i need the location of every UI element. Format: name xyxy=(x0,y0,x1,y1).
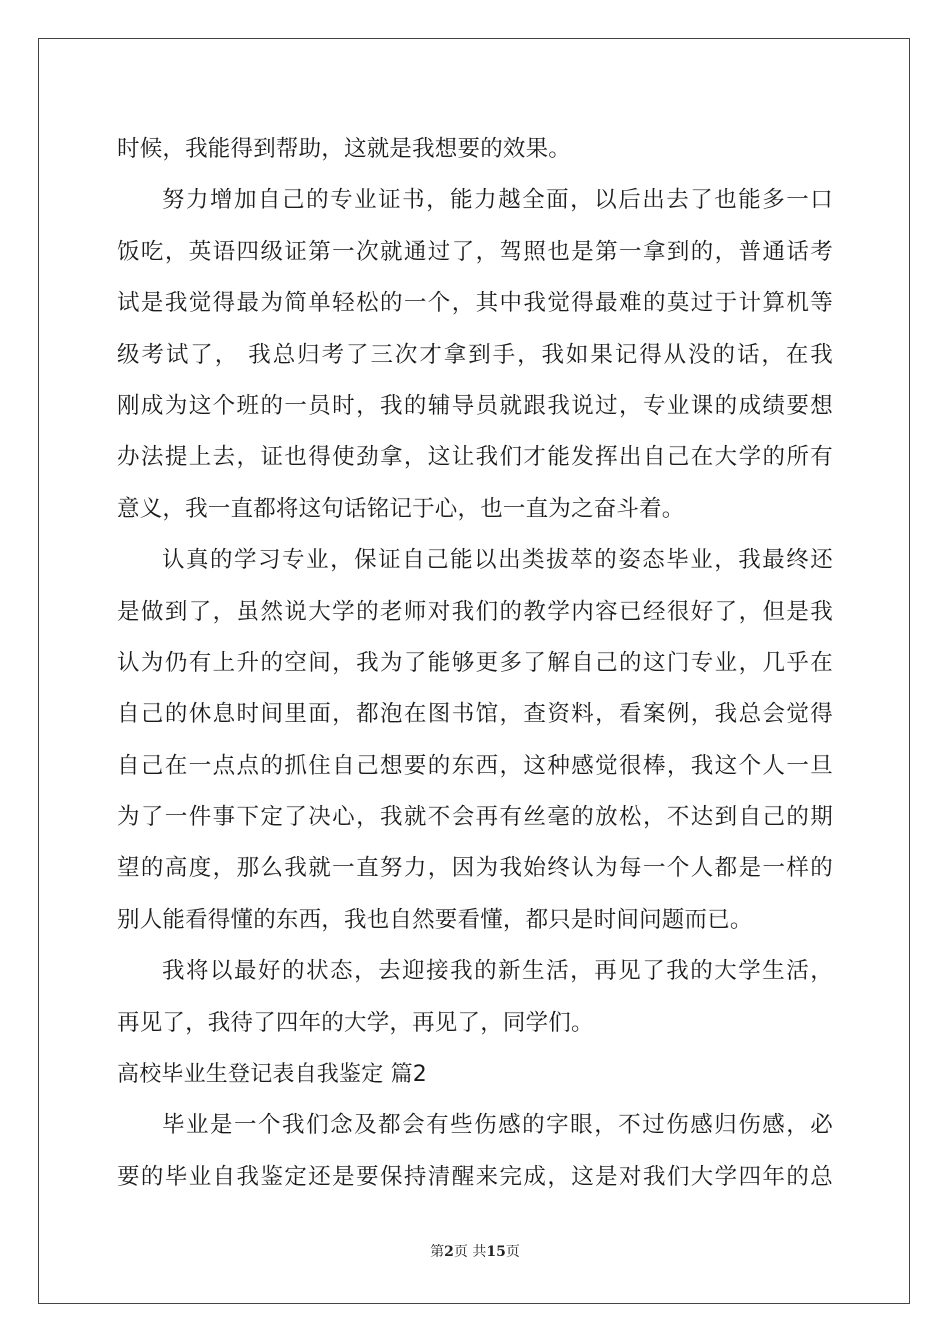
text-line: 要的毕业自我鉴定还是要保持清醒来完成，这是对我们大学四年的总 xyxy=(117,1163,833,1190)
text-line: 是做到了，虽然说大学的老师对我们的教学内容已经很好了，但是我 xyxy=(117,598,833,625)
text-line: 自己的休息时间里面，都泡在图书馆，查资料，看案例，我总会觉得 xyxy=(117,701,833,728)
text-line: 为了一件事下定了决心，我就不会再有丝毫的放松，不达到自己的期 xyxy=(117,804,833,831)
footer-mid: 页 共 xyxy=(453,1244,487,1260)
footer-suffix: 页 xyxy=(505,1244,520,1260)
document-body xyxy=(117,124,833,1203)
text-line: 别人能看得懂的东西，我也自然要看懂，都只是时间问题而已。 xyxy=(117,906,753,933)
current-page-number: 2 xyxy=(444,1244,454,1260)
paragraph-start-line: 认真的学习专业，保证自己能以出类拔萃的姿态毕业，我最终还 xyxy=(162,547,833,574)
page-footer xyxy=(0,1241,950,1261)
text-line: 望的高度，那么我就一直努力，因为我始终认为每一个人都是一样的 xyxy=(117,855,833,882)
text-line: 试是我觉得最为简单轻松的一个，其中我觉得最难的莫过于计算机等 xyxy=(117,290,833,317)
paragraph-start-line: 努力增加自己的专业证书，能力越全面，以后出去了也能多一口 xyxy=(162,187,833,214)
footer-prefix: 第 xyxy=(430,1244,445,1260)
paragraph-start-line: 毕业是一个我们念及都会有些伤感的字眼，不过伤感归伤感，必 xyxy=(162,1112,833,1139)
text-line: 饭吃，英语四级证第一次就通过了，驾照也是第一拿到的，普通话考 xyxy=(117,238,833,265)
text-line: 认为仍有上升的空间，我为了能够更多了解自己的这门专业，几乎在 xyxy=(117,649,833,676)
text-line: 时候，我能得到帮助，这就是我想要的效果。 xyxy=(117,136,572,162)
text-line: 级考试了， 我总归考了三次才拿到手，我如果记得从没的话，在我 xyxy=(117,341,833,368)
text-line: 办法提上去，证也得使劲拿，这让我们才能发挥出自己在大学的所有 xyxy=(117,444,833,471)
text-line: 刚成为这个班的一员时，我的辅导员就跟我说过，专业课的成绩要想 xyxy=(117,392,833,419)
text-line: 自己在一点点的抓住自己想要的东西，这种感觉很棒，我这个人一旦 xyxy=(117,752,833,779)
text-line: 再见了，我待了四年的大学，再见了，同学们。 xyxy=(117,1009,594,1036)
section-heading: 高校毕业生登记表自我鉴定 篇2 xyxy=(117,1062,427,1088)
total-page-number: 15 xyxy=(486,1244,506,1260)
paragraph-start-line: 我将以最好的状态，去迎接我的新生活，再见了我的大学生活， xyxy=(162,958,833,985)
text-line: 意义，我一直都将这句话铭记于心，也一直为之奋斗着。 xyxy=(117,495,685,522)
